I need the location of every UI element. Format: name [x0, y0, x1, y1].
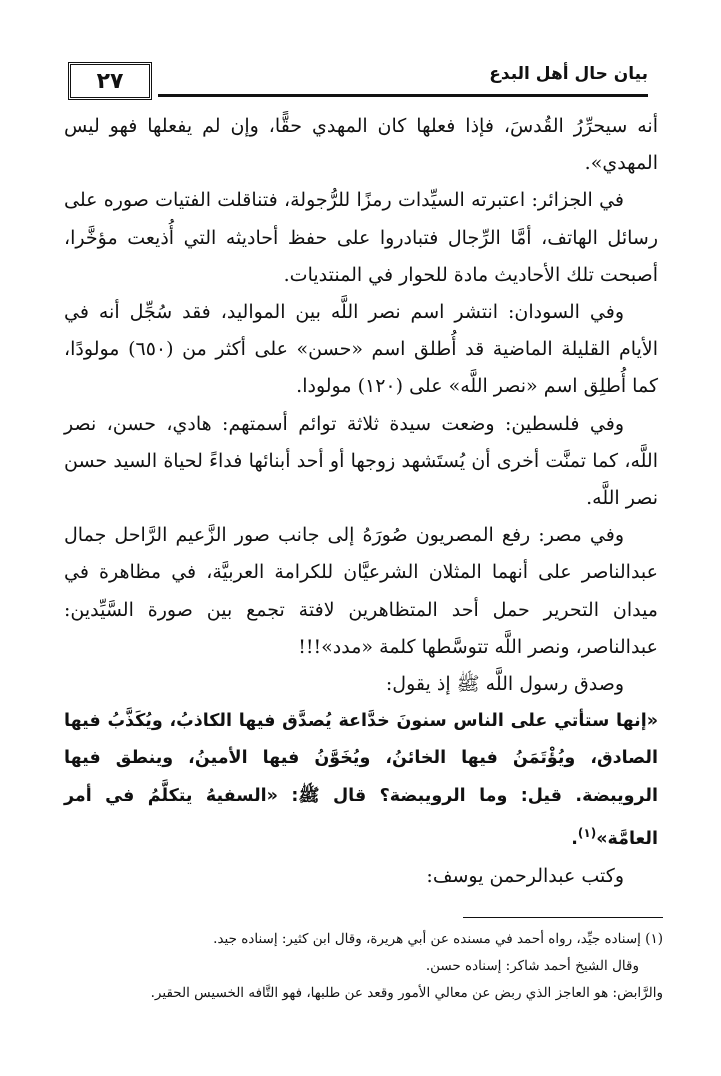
footnote-line: والرَّابض: هو العاجز الذي ربض عن معالي الأمور وقعد عن طلبها، فهو التَّافه الخسيس الحقير. [150, 985, 663, 1001]
hadith-text: «إنها ستأتي على الناس سنونَ خدَّاعة يُصدَّق فيها الكاذبُ، ويُكَذَّبُ فيها الصادق، ويُؤْتَمَنُ فيها الخائنُ، ويُخَوَّنُ فيها الأمينُ، وينطق فيها الرويبضة. قيل: وما الرويبضة؟ قال ﷺ: «السفيهُ يتكلَّمُ في أمر العامَّة» [64, 711, 658, 849]
footnote-marker: (١) [577, 825, 597, 840]
hadith-quote: «إنها ستأتي على الناس سنونَ خدَّاعة يُصدَّق فيها الكاذبُ، ويُكَذَّبُ فيها الصادق، ويُؤْتَمَنُ فيها الخائنُ، ويُخَوَّنُ فيها الأمينُ، وينطق فيها الرويبضة. قيل: وما الرويبضة؟ قال ﷺ: «السفيهُ يتكلَّمُ في أمر العامَّة»$^{(١)}$. [64, 711, 658, 849]
paragraph: وفي فلسطين: وضعت سيدة ثلاثة توائم أسمتهم: هادي، حسن، نصر اللَّه، كما تمنَّت أخرى أن يُستَشهد زوجها أو أحد أبنائها فداءً لحياة السيد حسن نصر اللَّه. [64, 412, 658, 510]
paragraph: وكتب عبدالرحمن يوسف: [426, 864, 624, 887]
paragraph: في الجزائر: اعتبرته السيِّدات رمزًا للرُّجولة، فتناقلت الفتيات صوره على رسائل الهاتف، أمَّا الرِّجال فتبادروا على حفظ أحاديثه التي أُذيعت مؤخَّرا، أصبحت تلك الأحاديث مادة للحوار في المنتديات. [64, 189, 658, 286]
paragraph: أنه سيحرِّرُ القُدسَ، فإذا فعلها كان المهدي حقًّا، وإن لم يفعلها فهو ليس المهدي». [64, 115, 658, 175]
paragraph: وفي السودان: انتشر اسم نصر اللَّه بين المواليد، فقد سُجِّل أنه في الأيام القليلة الماضية قد أُطلق اسم «حسن» على أكثر من (٦٥٠) مولودًا، كما أُطلِق اسم «نصر اللَّه» على (١٢٠) مولودا. [64, 301, 659, 398]
paragraph: وصدق رسول اللَّه ﷺ إذ يقول: [385, 673, 624, 696]
footnote-divider [463, 917, 663, 918]
footnote-line: وقال الشيخ أحمد شاكر: إسناده حسن. [425, 958, 639, 974]
running-title: بيان حال أهل البدع [489, 64, 648, 84]
footnote-line: (١) إسناده جيِّد، رواه أحمد في مسنده عن أبي هريرة، وقال ابن كثير: إسناده جيد. [213, 931, 663, 947]
paragraph: وفي مصر: رفع المصريون صُورَهُ إلى جانب صور الزَّعيم الرَّاحل جمال عبدالناصر على أنهما المثلان الشرعيَّان للكرامة العربيَّة، في مظاهرة في ميدان التحرير حمل أحد المتظاهرين لافتة تجمع بين صورة السَّيِّدين: عبدالناصر، ونصر اللَّه تتوسَّطها كلمة «مدد»!!! [64, 524, 658, 658]
footnotes [96, 926, 663, 1007]
header-rule [158, 94, 648, 97]
main-text [64, 108, 658, 895]
page-number: ٢٧ [68, 62, 152, 100]
page-header [68, 58, 648, 104]
